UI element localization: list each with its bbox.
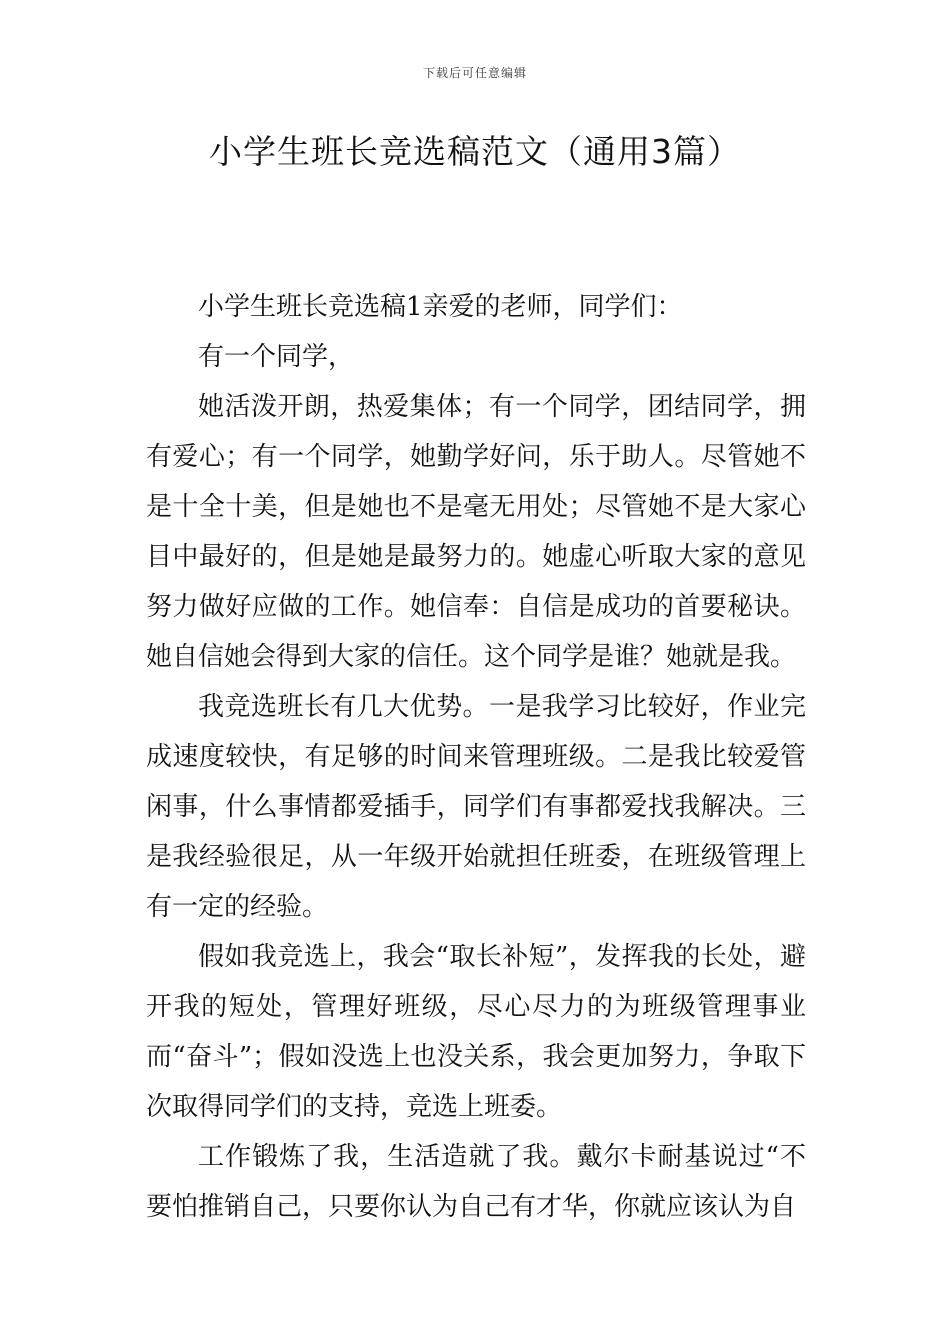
document-title: 小学生班长竞选稿范文（通用3篇） — [209, 132, 741, 171]
paragraph-promise: 假如我竞选上，我会“取长补短”，发挥我的长处，避开我的短处，管理好班级，尽心尽力的为班级管理事业而“奋斗”；假如没选上也没关系，我会更加努力，争取下次取得同学们的支持，竞选上班委。 — [146, 942, 806, 1122]
paragraph-advantages: 我竞选班长有几大优势。一是我学习比较好，作业完成速度较快，有足够的时间来管理班级。二是我比较爱管闲事，什么事情都爱插手，同学们有事都爱找我解决。三是我经验很足，从一年级开始就担任班委，在班级管理上有一定的经验。 — [146, 692, 806, 922]
paragraph-intro: 有一个同学， — [198, 342, 355, 372]
paragraph-self-description: 她活泼开朗，热爱集体；有一个同学，团结同学，拥有爱心；有一个同学，她勤学好问，乐于助人。尽管她不是十全十美，但是她也不是毫无用处；尽管她不是大家心目中最好的，但是她是最努力的。她虚心听取大家的意见努力做好应做的工作。她信奉：自信是成功的首要秘诀。她自信她会得到大家的信任。这个同学是谁？她就是我。 — [146, 392, 806, 672]
document-body — [146, 282, 806, 1232]
paragraph-salutation: 小学生班长竞选稿1亲爱的老师，同学们： — [198, 292, 683, 322]
paragraph-closing: 工作锻炼了我，生活造就了我。戴尔卡耐基说过“不要怕推销自己，只要你认为自己有才华，你就应该认为自 — [146, 1142, 806, 1222]
header-note: 下载后可任意编辑 — [422, 66, 527, 80]
